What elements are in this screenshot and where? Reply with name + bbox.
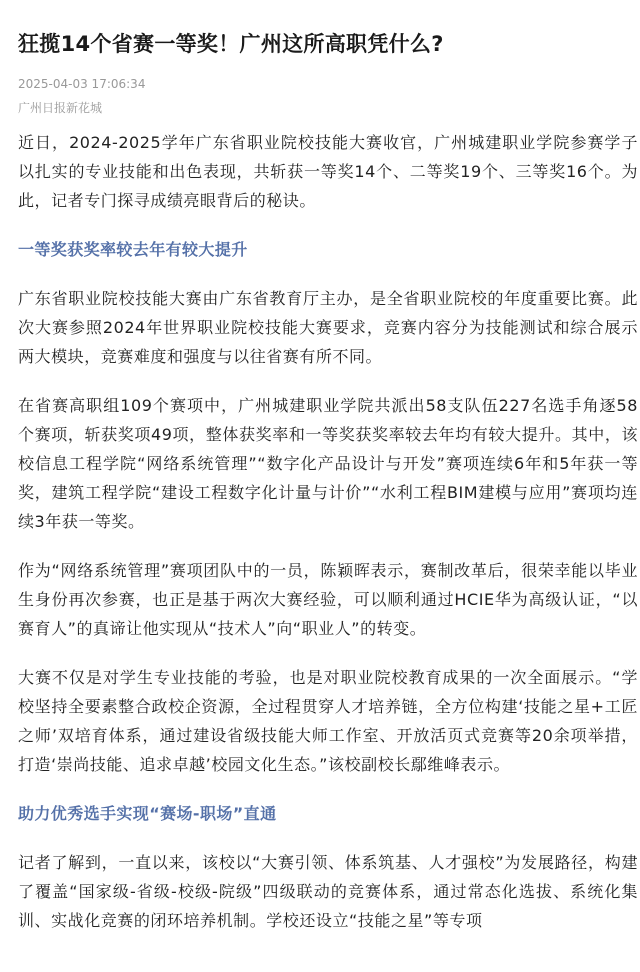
paragraph-system: 记者了解到，一直以来，该校以“大赛引领、体系筑基、人才强校”为发展路径，构建了覆盖“国家级-省级-校级-院级”四级联动的竞赛体系，通过常态化选拔、系统化集训、实战化竞赛的闭环培养机制。学校还设立“技能之星”等专项 — [18, 853, 638, 930]
paragraph-competition: 广东省职业院校技能大赛由广东省教育厅主办，是全省职业院校的年度重要比赛。此次大赛参照2024年世界职业院校技能大赛要求，竞赛内容分为技能测试和综合展示两大模块，竞赛难度和强度与以往省赛有所不同。 — [18, 289, 638, 366]
section-heading-career-path: 助力优秀选手实现“赛场-职场”直通 — [18, 804, 277, 823]
paragraph-student-quote: 作为“网络系统管理”赛项团队中的一员，陈颖晖表示，赛制改革后，很荣幸能以毕业生身份再次参赛，也正是基于两次大赛经验，可以顺利通过HCIE华为高级认证，“以赛育人”的真谛让他实现从“技术人”向“职业人”的转变。 — [18, 561, 638, 638]
paragraph-results: 在省赛高职组109个赛项中，广州城建职业学院共派出58支队伍227名选手角逐58个赛项，斩获奖项49项，整体获奖率和一等奖获奖率较去年均有较大提升。其中，该校信息工程学院“网络系统管理”“数字化产品设计与开发”赛项连续6年和5年获一等奖，建筑工程学院“建设工程数字化计量与计价”“水利工程BIM建模与应用”赛项均连续3年获一等奖。 — [18, 396, 638, 531]
article-body — [18, 128, 638, 955]
paragraph-intro: 近日，2024-2025学年广东省职业院校技能大赛收官，广州城建职业学院参赛学子以扎实的专业技能和出色表现，共斩获一等奖14个、二等奖19个、三等奖16个。为此，记者专门探寻成绩亮眼背后的秘诀。 — [18, 133, 638, 210]
section-heading-first-prize: 一等奖获奖率较去年有较大提升 — [18, 240, 248, 259]
article-title: 狂揽14个省赛一等奖！广州这所高职凭什么? — [18, 32, 444, 57]
source-name: 广州日报新花城 — [18, 101, 103, 115]
paragraph-vice-president: 大赛不仅是对学生专业技能的考验，也是对职业院校教育成果的一次全面展示。“学校坚持全要素整合政校企资源，全过程贯穿人才培养链，全方位构建‘技能之星+工匠之师’双培育体系，通过建设省级技能大师工作室、开放活页式竞赛等20余项举措，打造‘崇尚技能、追求卓越’校园文化生态。”该校副校长鄢维峰表示。 — [18, 668, 638, 774]
publish-date: 2025-04-03 17:06:34 — [18, 77, 146, 91]
